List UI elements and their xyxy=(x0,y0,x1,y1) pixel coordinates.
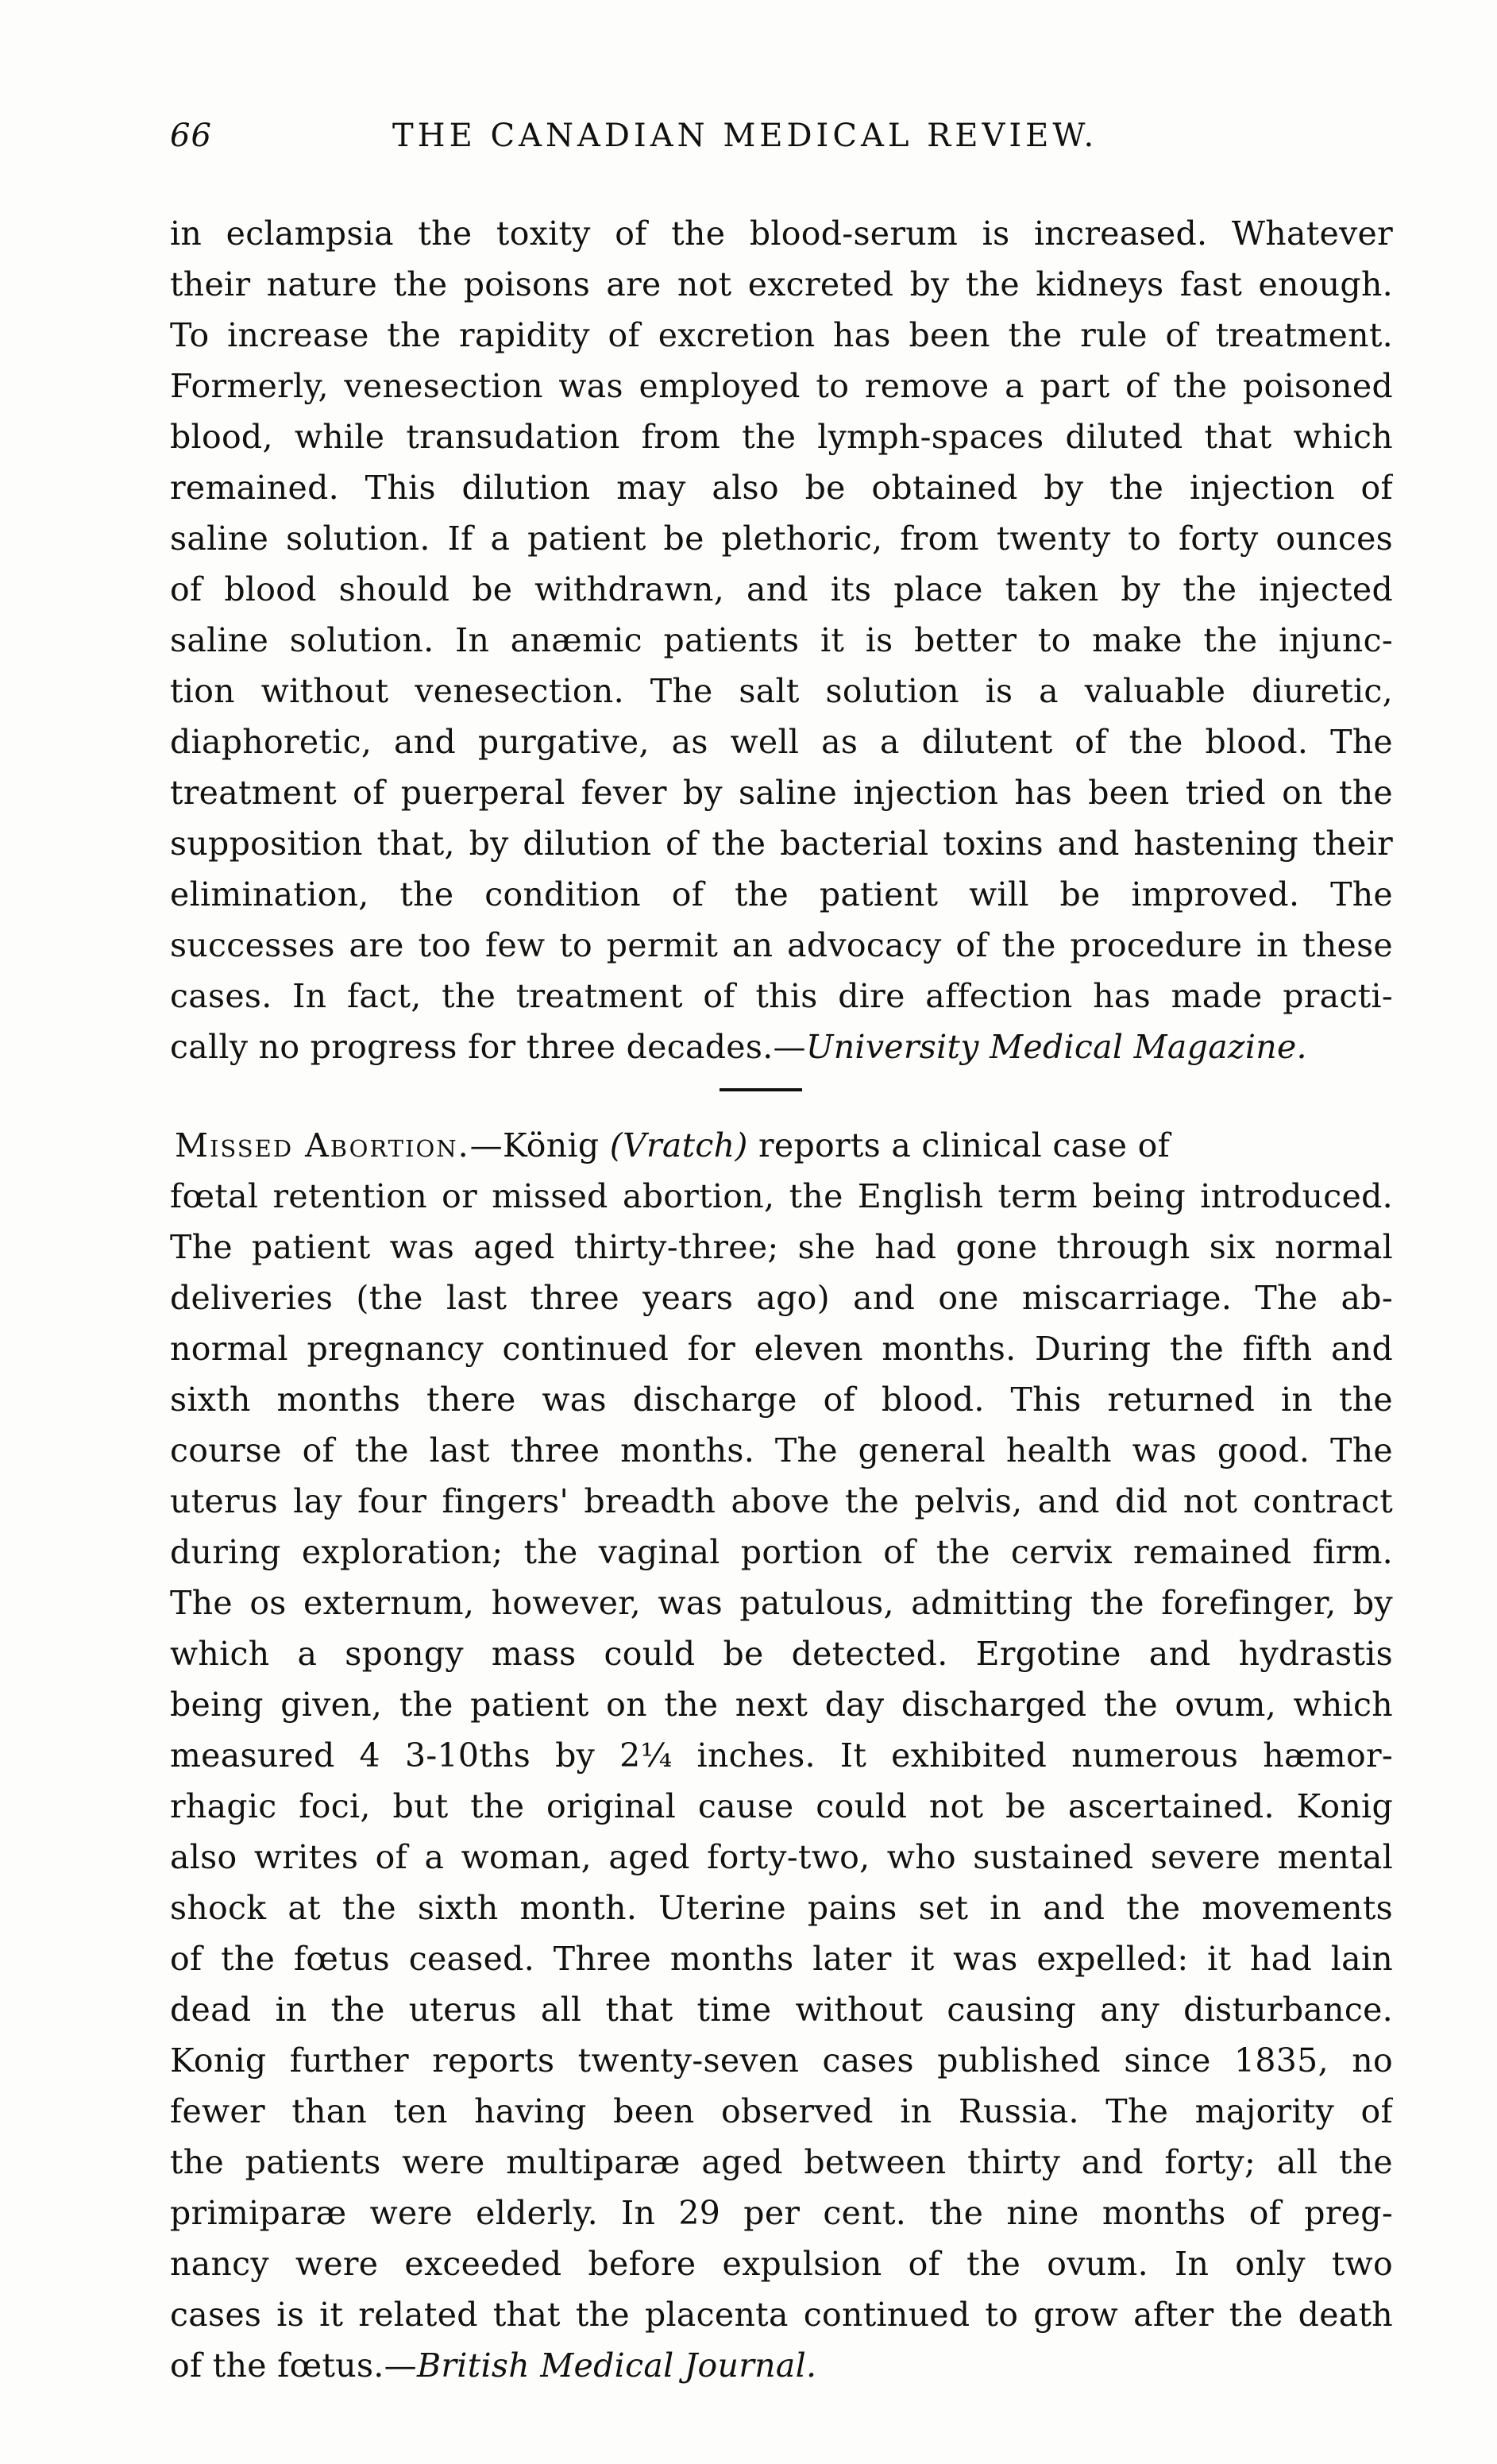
text-line: treatment of puerperal fever by saline injection has been tried on the xyxy=(170,774,1393,812)
text-line: also writes of a woman, aged forty-two, who sustained severe mental xyxy=(170,1838,1393,1876)
text-line: of blood should be withdrawn, and its place taken by the injected xyxy=(170,570,1393,608)
text-line: shock at the sixth month. Uterine pains set in and the movements xyxy=(170,1889,1393,1927)
article-eclampsia-saline xyxy=(170,208,1393,1072)
text-line: primiparæ were elderly. In 29 per cent. the nine months of preg- xyxy=(170,2194,1393,2232)
text-line: in eclampsia the toxity of the blood-serum is increased. Whatever xyxy=(170,214,1393,253)
text-line: fewer than ten having been observed in Russia. The majority of xyxy=(170,2092,1393,2130)
text-line: tion without venesection. The salt solution is a valuable diuretic, xyxy=(170,672,1393,710)
text-line-last xyxy=(170,1022,1393,1072)
text-line: blood, while transudation from the lymph-spaces diluted that which xyxy=(170,418,1393,456)
text-line: dead in the uterus all that time without causing any disturbance. xyxy=(170,1991,1393,2029)
text-line: during exploration; the vaginal portion of the cervix remained firm. xyxy=(170,1533,1393,1571)
text-line: diaphoretic, and purgative, as well as a dilutent of the blood. The xyxy=(170,723,1393,761)
text-line: measured 4 3-10ths by 2¼ inches. It exhibited numerous hæmor- xyxy=(170,1736,1393,1775)
text-line: their nature the poisons are not excreted by the kidneys fast enough. xyxy=(170,265,1393,303)
text-line: uterus lay four fingers' breadth above the pelvis, and did not contract xyxy=(170,1482,1393,1520)
text-line: elimination, the condition of the patient will be improved. The xyxy=(170,875,1393,913)
article-missed-abortion xyxy=(170,1120,1393,2391)
text-line-last xyxy=(170,2340,1393,2391)
text-line: cases is it related that the placenta continued to grow after the death xyxy=(170,2296,1393,2334)
text-line: the patients were multiparæ aged between thirty and forty; all the xyxy=(170,2143,1393,2181)
article-title: Missed Abortion. xyxy=(175,1126,470,1164)
page-header xyxy=(170,118,1361,165)
text-line: sixth months there was discharge of blood. This returned in the xyxy=(170,1381,1393,1419)
source-citation: British Medical Journal. xyxy=(416,2346,817,2385)
text-line: saline solution. In anæmic patients it is better to make the injunc- xyxy=(170,621,1393,659)
closing-text: cally no progress for three decades.— xyxy=(170,1028,806,1066)
text-line: To increase the rapidity of excretion has been the rule of treatment. xyxy=(170,316,1393,354)
text-line: normal pregnancy continued for eleven months. During the fifth and xyxy=(170,1330,1393,1368)
text-line: being given, the patient on the next day discharged the ovum, which xyxy=(170,1686,1393,1724)
source-citation: University Medical Magazine. xyxy=(805,1028,1307,1066)
text-line-first xyxy=(170,1120,1393,1171)
section-divider xyxy=(720,1088,802,1091)
text-line: nancy were exceeded before expulsion of the ovum. In only two xyxy=(170,2245,1393,2283)
author-text: —König xyxy=(469,1126,610,1164)
running-title: THE CANADIAN MEDICAL REVIEW. xyxy=(392,118,1098,154)
closing-text: of the fœtus.— xyxy=(170,2346,417,2385)
first-line-rest: reports a clinical case of xyxy=(747,1126,1171,1164)
text-line: of the fœtus ceased. Three months later it was expelled: it had lain xyxy=(170,1940,1393,1978)
text-line: successes are too few to permit an advocacy of the procedure in these xyxy=(170,926,1393,964)
text-line: which a spongy mass could be detected. Ergotine and hydrastis xyxy=(170,1635,1393,1673)
text-line: deliveries (the last three years ago) and one miscarriage. The ab- xyxy=(170,1279,1393,1317)
text-line: supposition that, by dilution of the bacterial toxins and hastening their xyxy=(170,825,1393,863)
text-line: cases. In fact, the treatment of this dire affection has made practi- xyxy=(170,977,1393,1015)
text-line: rhagic foci, but the original cause could not be ascertained. Konig xyxy=(170,1787,1393,1825)
page-number: 66 xyxy=(170,118,212,154)
text-line: remained. This dilution may also be obtained by the injection of xyxy=(170,469,1393,507)
text-line: The os externum, however, was patulous, admitting the forefinger, by xyxy=(170,1584,1393,1622)
journal-reference: (Vratch) xyxy=(609,1126,748,1164)
text-line: fœtal retention or missed abortion, the English term being introduced. xyxy=(170,1177,1393,1215)
text-line: saline solution. If a patient be plethoric, from twenty to forty ounces xyxy=(170,519,1393,558)
text-line: course of the last three months. The general health was good. The xyxy=(170,1431,1393,1470)
text-line: The patient was aged thirty-three; she had gone through six normal xyxy=(170,1228,1393,1266)
text-line: Konig further reports twenty-seven cases published since 1835, no xyxy=(170,2041,1393,2080)
text-line: Formerly, venesection was employed to remove a part of the poisoned xyxy=(170,367,1393,405)
